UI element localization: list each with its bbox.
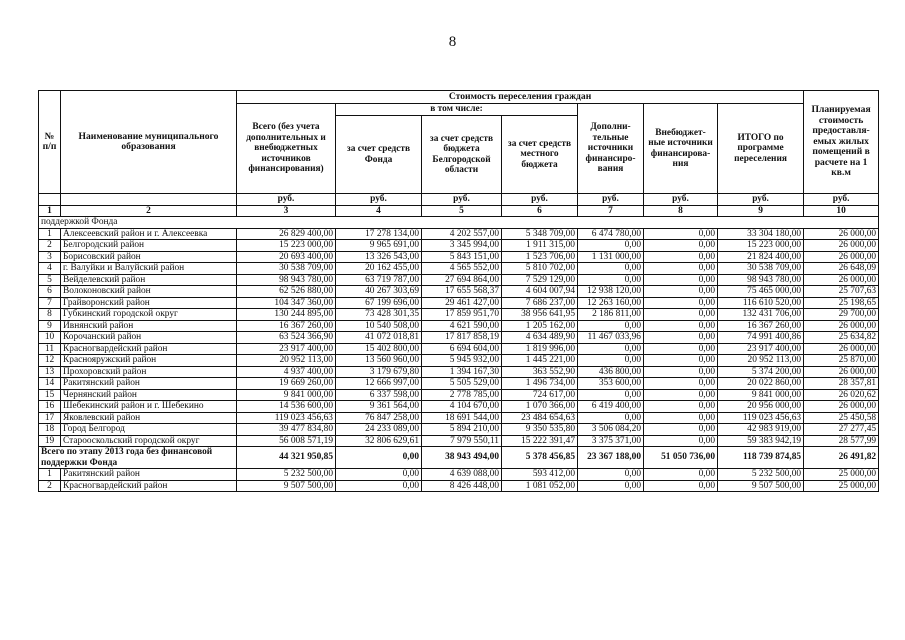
cell-n: 16 (39, 401, 61, 413)
header-itogo: ИТОГО по программе переселения (718, 104, 804, 194)
cell-itogo: 21 824 400,00 (718, 251, 804, 263)
cell-extra: 0,00 (644, 435, 718, 447)
cell-name: Вейделевский район (61, 274, 237, 286)
column-number: 9 (718, 205, 804, 217)
cell-fund: 9 361 564,00 (336, 401, 422, 413)
table-row (39, 263, 879, 275)
column-number: 8 (644, 205, 718, 217)
cell-itogo: 59 383 942,19 (718, 435, 804, 447)
cell-m2: 28 577,99 (804, 435, 879, 447)
header-extrabudget: Внебюджет- ные источники финансирова- ния (644, 104, 718, 194)
cell-extra: 0,00 (644, 297, 718, 309)
table-row (39, 332, 879, 344)
cell-n: 2 (39, 480, 61, 492)
cell-regional: 2 778 785,00 (422, 389, 502, 401)
table-row (39, 412, 879, 424)
unit-label: руб. (422, 194, 502, 206)
cell-add: 1 131 000,00 (578, 251, 644, 263)
column-number: 10 (804, 205, 879, 217)
cell-m2: 29 700,00 (804, 309, 879, 321)
cell-add: 0,00 (578, 343, 644, 355)
cell-n: 14 (39, 378, 61, 390)
cell-regional: 27 694 864,00 (422, 274, 502, 286)
cell-extra: 0,00 (644, 240, 718, 252)
cell-total: 130 244 895,00 (237, 309, 336, 321)
cell-n: 5 (39, 274, 61, 286)
cell-extra: 0,00 (644, 343, 718, 355)
cell-add: 3 506 084,20 (578, 424, 644, 436)
table-row (39, 309, 879, 321)
cell-fund: 15 402 800,00 (336, 343, 422, 355)
cell-itogo: 42 983 919,00 (718, 424, 804, 436)
cell-total: 19 669 260,00 (237, 378, 336, 390)
table-row (39, 480, 879, 492)
cell-regional: 5 505 529,00 (422, 378, 502, 390)
table-row (39, 389, 879, 401)
cell-local: 5 810 702,00 (502, 263, 578, 275)
cell-itogo: 20 956 000,00 (718, 401, 804, 413)
cell-fund: 0,00 (336, 469, 422, 481)
cell-add: 436 800,00 (578, 366, 644, 378)
cell-total: 39 477 834,80 (237, 424, 336, 436)
total-cell-extra: 51 050 736,00 (644, 447, 718, 469)
cell-name: Красногвардейский район (61, 343, 237, 355)
cell-extra: 0,00 (644, 424, 718, 436)
cell-add: 0,00 (578, 263, 644, 275)
cell-itogo: 119 023 456,63 (718, 412, 804, 424)
table-row (39, 297, 879, 309)
cell-name: Волоконовский район (61, 286, 237, 298)
cell-add: 353 600,00 (578, 378, 644, 390)
cell-add: 0,00 (578, 480, 644, 492)
cell-add: 0,00 (578, 469, 644, 481)
cell-n: 19 (39, 435, 61, 447)
cell-total: 20 952 113,00 (237, 355, 336, 367)
section-label: поддержкой Фонда (39, 217, 879, 229)
cell-name: Красногвардейский район (61, 480, 237, 492)
total-cell-fund: 0,00 (336, 447, 422, 469)
cell-local: 363 552,90 (502, 366, 578, 378)
header-num: № п/п (39, 91, 61, 194)
cell-itogo: 16 367 260,00 (718, 320, 804, 332)
cell-total: 16 367 260,00 (237, 320, 336, 332)
cell-add: 12 938 120,00 (578, 286, 644, 298)
cell-total: 9 507 500,00 (237, 480, 336, 492)
cell-regional: 5 843 151,00 (422, 251, 502, 263)
cell-fund: 10 540 508,00 (336, 320, 422, 332)
cell-itogo: 33 304 180,00 (718, 228, 804, 240)
cell-extra: 0,00 (644, 412, 718, 424)
cell-name: Грайворонский район (61, 297, 237, 309)
cell-itogo: 20 022 860,00 (718, 378, 804, 390)
cell-name: Ракитянский район (61, 469, 237, 481)
cell-name: г. Валуйки и Валуйский район (61, 263, 237, 275)
cell-local: 1 081 052,00 (502, 480, 578, 492)
cell-extra: 0,00 (644, 378, 718, 390)
table-row (39, 343, 879, 355)
cell-add: 0,00 (578, 412, 644, 424)
cell-total: 26 829 400,00 (237, 228, 336, 240)
cell-local: 7 529 129,00 (502, 274, 578, 286)
table-row (39, 274, 879, 286)
unit-label: руб. (644, 194, 718, 206)
cell-fund: 6 337 598,00 (336, 389, 422, 401)
table-row (39, 228, 879, 240)
cell-fund: 73 428 301,35 (336, 309, 422, 321)
cell-total: 15 223 000,00 (237, 240, 336, 252)
cell-n: 18 (39, 424, 61, 436)
cell-fund: 63 719 787,00 (336, 274, 422, 286)
cell-n: 1 (39, 228, 61, 240)
cell-add: 3 375 371,00 (578, 435, 644, 447)
column-number: 2 (61, 205, 237, 217)
total-cell-add: 23 367 188,00 (578, 447, 644, 469)
total-cell-regional: 38 943 494,00 (422, 447, 502, 469)
cell-extra: 0,00 (644, 401, 718, 413)
cell-regional: 4 565 552,00 (422, 263, 502, 275)
cell-local: 23 484 654,63 (502, 412, 578, 424)
cell-name: Белгородский район (61, 240, 237, 252)
cell-n: 9 (39, 320, 61, 332)
cell-extra: 0,00 (644, 480, 718, 492)
cell-name: Борисовский район (61, 251, 237, 263)
cell-fund: 9 965 691,00 (336, 240, 422, 252)
cell-itogo: 116 610 520,00 (718, 297, 804, 309)
cell-name: Чернянский район (61, 389, 237, 401)
total-row (39, 447, 879, 469)
cell-m2: 26 000,00 (804, 251, 879, 263)
cell-n: 4 (39, 263, 61, 275)
cell-regional: 7 979 550,11 (422, 435, 502, 447)
cell-itogo: 98 943 780,00 (718, 274, 804, 286)
cell-extra: 0,00 (644, 251, 718, 263)
header-local: за счет средств местного бюджета (502, 116, 578, 194)
cell-regional: 17 859 951,70 (422, 309, 502, 321)
cell-fund: 17 278 134,00 (336, 228, 422, 240)
cell-extra: 0,00 (644, 366, 718, 378)
cell-m2: 26 000,00 (804, 401, 879, 413)
cell-fund: 0,00 (336, 480, 422, 492)
cell-total: 14 536 600,00 (237, 401, 336, 413)
cell-local: 1 523 706,00 (502, 251, 578, 263)
cell-extra: 0,00 (644, 332, 718, 344)
cell-total: 4 937 400,00 (237, 366, 336, 378)
unit-label: руб. (718, 194, 804, 206)
cell-n: 15 (39, 389, 61, 401)
cell-add: 12 263 160,00 (578, 297, 644, 309)
cell-local: 593 412,00 (502, 469, 578, 481)
table-row (39, 424, 879, 436)
cell-extra: 0,00 (644, 355, 718, 367)
cell-extra: 0,00 (644, 469, 718, 481)
cell-m2: 25 450,58 (804, 412, 879, 424)
cell-fund: 13 326 543,00 (336, 251, 422, 263)
cell-add: 0,00 (578, 389, 644, 401)
table-row (39, 469, 879, 481)
column-number: 3 (237, 205, 336, 217)
cell-fund: 20 162 455,00 (336, 263, 422, 275)
cell-add: 0,00 (578, 355, 644, 367)
cell-regional: 4 621 590,00 (422, 320, 502, 332)
cell-add: 6 419 400,00 (578, 401, 644, 413)
cell-n: 8 (39, 309, 61, 321)
cell-itogo: 132 431 706,00 (718, 309, 804, 321)
cell-local: 38 956 641,95 (502, 309, 578, 321)
cell-regional: 17 817 858,19 (422, 332, 502, 344)
cell-n: 2 (39, 240, 61, 252)
cell-fund: 12 666 997,00 (336, 378, 422, 390)
cell-regional: 4 639 088,00 (422, 469, 502, 481)
cell-add: 2 186 811,00 (578, 309, 644, 321)
cell-name: Корочанский район (61, 332, 237, 344)
cell-itogo: 9 841 000,00 (718, 389, 804, 401)
cell-m2: 25 634,82 (804, 332, 879, 344)
cell-extra: 0,00 (644, 389, 718, 401)
cell-itogo: 30 538 709,00 (718, 263, 804, 275)
column-number: 5 (422, 205, 502, 217)
table-row (39, 378, 879, 390)
cell-local: 4 634 489,90 (502, 332, 578, 344)
page-number: 8 (448, 34, 457, 50)
table-row (39, 320, 879, 332)
table-row (39, 286, 879, 298)
cell-itogo: 9 507 500,00 (718, 480, 804, 492)
cell-regional: 18 691 544,00 (422, 412, 502, 424)
cell-regional: 8 426 448,00 (422, 480, 502, 492)
column-number: 7 (578, 205, 644, 217)
table-row (39, 401, 879, 413)
cell-extra: 0,00 (644, 286, 718, 298)
cell-itogo: 75 465 000,00 (718, 286, 804, 298)
cell-name: Алексеевский район и г. Алексеевка (61, 228, 237, 240)
resettlement-cost-table (38, 90, 879, 492)
cell-name: Шебекинский район и г. Шебекино (61, 401, 237, 413)
cell-m2: 26 000,00 (804, 343, 879, 355)
header-cost-m2: Планируемая стоимость предоставля- емых жилых помещений в расчете на 1 кв.м (804, 91, 879, 194)
column-number: 4 (336, 205, 422, 217)
cell-m2: 26 000,00 (804, 366, 879, 378)
cell-extra: 0,00 (644, 309, 718, 321)
cell-regional: 6 694 604,00 (422, 343, 502, 355)
cell-name: Прохоровский район (61, 366, 237, 378)
cell-extra: 0,00 (644, 274, 718, 286)
header-regional: за счет средств бюджета Белгородской области (422, 116, 502, 194)
total-cell-local: 5 378 456,85 (502, 447, 578, 469)
cell-local: 4 604 007,94 (502, 286, 578, 298)
cell-add: 6 474 780,00 (578, 228, 644, 240)
cell-m2: 27 277,45 (804, 424, 879, 436)
cell-regional: 29 461 427,00 (422, 297, 502, 309)
cell-m2: 26 000,00 (804, 240, 879, 252)
cell-total: 62 526 880,00 (237, 286, 336, 298)
cell-m2: 28 357,81 (804, 378, 879, 390)
cell-m2: 25 000,00 (804, 480, 879, 492)
cell-extra: 0,00 (644, 263, 718, 275)
cell-add: 0,00 (578, 320, 644, 332)
cell-regional: 4 202 557,00 (422, 228, 502, 240)
cell-name: Город Белгород (61, 424, 237, 436)
cell-m2: 25 707,63 (804, 286, 879, 298)
table-row (39, 251, 879, 263)
cell-local: 1 070 366,00 (502, 401, 578, 413)
cell-m2: 26 020,62 (804, 389, 879, 401)
table-row (39, 435, 879, 447)
cell-fund: 24 233 089,00 (336, 424, 422, 436)
cell-fund: 40 267 303,69 (336, 286, 422, 298)
cell-total: 56 008 571,19 (237, 435, 336, 447)
cell-local: 1 496 734,00 (502, 378, 578, 390)
cell-total: 104 347 360,00 (237, 297, 336, 309)
cell-name: Старооскольский городской округ (61, 435, 237, 447)
header-fund: за счет средств Фонда (336, 116, 422, 194)
column-number: 6 (502, 205, 578, 217)
cell-total: 98 943 780,00 (237, 274, 336, 286)
cell-itogo: 5 232 500,00 (718, 469, 804, 481)
cell-m2: 26 000,00 (804, 228, 879, 240)
cell-n: 12 (39, 355, 61, 367)
header-group: Стоимость переселения граждан (237, 91, 804, 104)
cell-extra: 0,00 (644, 228, 718, 240)
header-name: Наименование муниципального образования (61, 91, 237, 194)
cell-n: 6 (39, 286, 61, 298)
cell-fund: 32 806 629,61 (336, 435, 422, 447)
cell-local: 1 445 221,00 (502, 355, 578, 367)
cell-n: 7 (39, 297, 61, 309)
cell-itogo: 15 223 000,00 (718, 240, 804, 252)
cell-m2: 25 198,65 (804, 297, 879, 309)
unit-label: руб. (578, 194, 644, 206)
cell-n: 17 (39, 412, 61, 424)
cell-local: 724 617,00 (502, 389, 578, 401)
cell-total: 119 023 456,63 (237, 412, 336, 424)
cell-m2: 26 000,00 (804, 274, 879, 286)
cell-local: 1 819 996,00 (502, 343, 578, 355)
cell-name: Ракитянский район (61, 378, 237, 390)
cell-total: 9 841 000,00 (237, 389, 336, 401)
cell-fund: 13 560 960,00 (336, 355, 422, 367)
cell-add: 0,00 (578, 240, 644, 252)
header-subgroup: в том числе: (336, 104, 578, 116)
cell-total: 23 917 400,00 (237, 343, 336, 355)
header-additional: Дополни- тельные источники финансиро- вания (578, 104, 644, 194)
total-cell-total: 44 321 950,85 (237, 447, 336, 469)
cell-fund: 41 072 018,81 (336, 332, 422, 344)
cell-regional: 5 894 210,00 (422, 424, 502, 436)
cell-fund: 67 199 696,00 (336, 297, 422, 309)
cell-regional: 4 104 670,00 (422, 401, 502, 413)
cell-fund: 76 847 258,00 (336, 412, 422, 424)
cell-m2: 26 648,09 (804, 263, 879, 275)
cell-m2: 25 870,00 (804, 355, 879, 367)
cell-regional: 5 945 932,00 (422, 355, 502, 367)
cell-name: Яковлевский район (61, 412, 237, 424)
cell-n: 13 (39, 366, 61, 378)
unit-label: руб. (804, 194, 879, 206)
cell-n: 3 (39, 251, 61, 263)
cell-m2: 25 000,00 (804, 469, 879, 481)
cell-regional: 17 655 568,37 (422, 286, 502, 298)
unit-label: руб. (237, 194, 336, 206)
cell-fund: 3 179 679,80 (336, 366, 422, 378)
cell-itogo: 5 374 200,00 (718, 366, 804, 378)
cell-total: 5 232 500,00 (237, 469, 336, 481)
cell-name: Краснояружский район (61, 355, 237, 367)
cell-name: Губкинский городской округ (61, 309, 237, 321)
cell-m2: 26 000,00 (804, 320, 879, 332)
cell-local: 5 348 709,00 (502, 228, 578, 240)
total-cell-m2: 26 491,82 (804, 447, 879, 469)
cell-n: 1 (39, 469, 61, 481)
cell-regional: 1 394 167,30 (422, 366, 502, 378)
total-cell-itogo: 118 739 874,85 (718, 447, 804, 469)
cell-add: 0,00 (578, 274, 644, 286)
table-row (39, 240, 879, 252)
cell-n: 10 (39, 332, 61, 344)
unit-label: руб. (502, 194, 578, 206)
cell-extra: 0,00 (644, 320, 718, 332)
cell-local: 1 205 162,00 (502, 320, 578, 332)
unit-label: руб. (336, 194, 422, 206)
column-number: 1 (39, 205, 61, 217)
cell-local: 7 686 237,00 (502, 297, 578, 309)
cell-regional: 3 345 994,00 (422, 240, 502, 252)
table-row (39, 355, 879, 367)
cell-total: 30 538 709,00 (237, 263, 336, 275)
cell-name: Ивнянский район (61, 320, 237, 332)
cell-local: 9 350 535,80 (502, 424, 578, 436)
cell-n: 11 (39, 343, 61, 355)
table-row (39, 366, 879, 378)
cell-local: 1 911 315,00 (502, 240, 578, 252)
cell-total: 20 693 400,00 (237, 251, 336, 263)
cell-total: 63 524 366,90 (237, 332, 336, 344)
cell-itogo: 23 917 400,00 (718, 343, 804, 355)
cell-add: 11 467 033,96 (578, 332, 644, 344)
cell-local: 15 222 391,47 (502, 435, 578, 447)
total-label: Всего по этапу 2013 года без финансовой поддержки Фонда (39, 447, 237, 469)
cell-itogo: 74 991 400,86 (718, 332, 804, 344)
header-total: Всего (без учета дополнительных и внебюджетных источников финансирования) (237, 104, 336, 194)
cell-itogo: 20 952 113,00 (718, 355, 804, 367)
